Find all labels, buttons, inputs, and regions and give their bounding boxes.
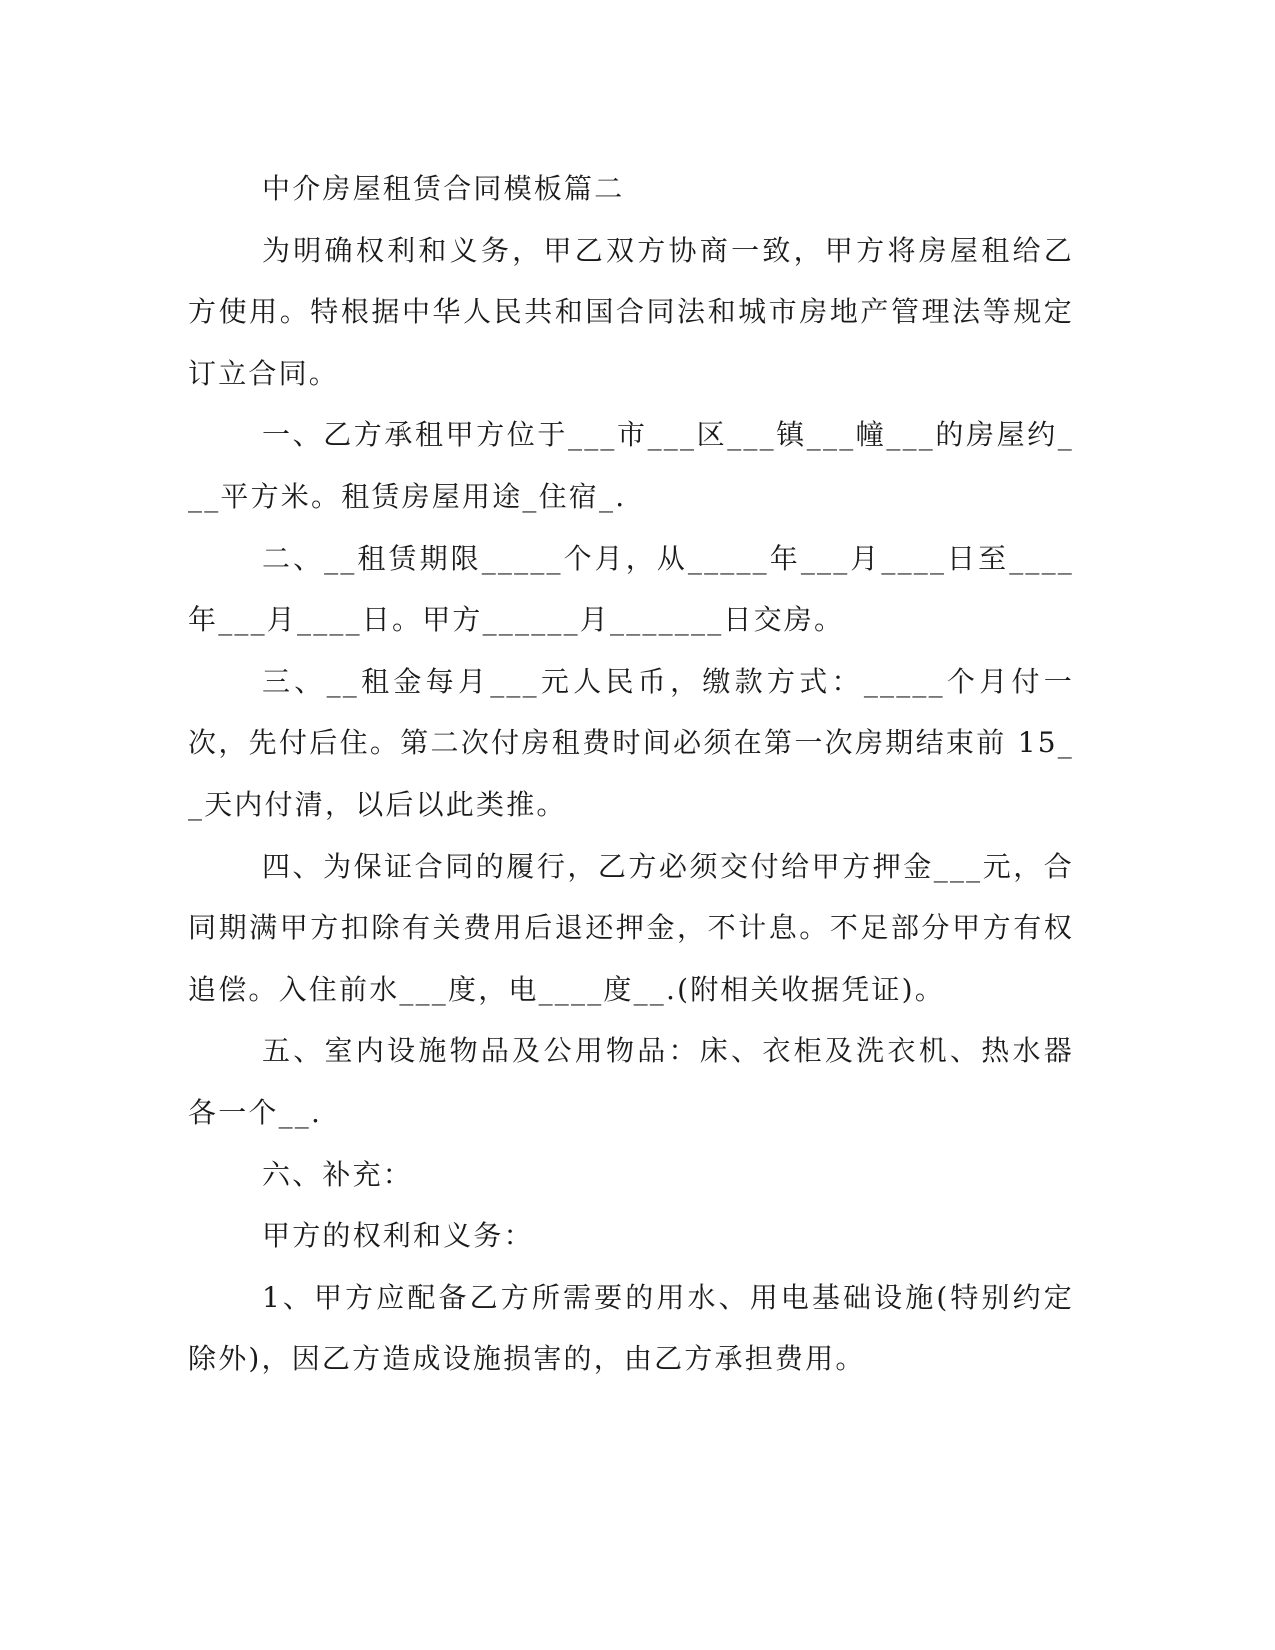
paragraph-party-a-item-1: 1、甲方应配备乙方所需要的用水、用电基础设施(特别约定除外)，因乙方造成设施损害的，由乙方承担费用。 [188, 1280, 1074, 1376]
paragraph-party-a-heading: 甲方的权利和义务： [262, 1219, 534, 1253]
paragraph-clause-4: 四、为保证合同的履行，乙方必须交付给甲方押金___元，合同期满甲方扣除有关费用后退还押金，不计息。不足部分甲方有权追偿。入住前水___度，电____度__.(附相关收据凭证)。 [188, 849, 1074, 1006]
paragraph-preamble: 为明确权利和义务，甲乙双方协商一致，甲方将房屋租给乙方使用。特根据中华人民共和国合同法和城市房地产管理法等规定订立合同。 [188, 233, 1074, 390]
paragraph-clause-1: 一、乙方承租甲方位于___市___区___镇___幢___的房屋约___平方米。租赁房屋用途_住宿_. [188, 418, 1074, 513]
paragraph-clause-5: 五、室内设施物品及公用物品：床、衣柜及洗衣机、热水器各一个__. [188, 1034, 1074, 1129]
document-title: 中介房屋租赁合同模板篇二 [262, 172, 625, 205]
paragraph-clause-3: 三、__租金每月___元人民币，缴款方式：_____个月付一次，先付后住。第二次付房租费时间必须在第一次房期结束前 15__天内付清，以后以此类推。 [188, 664, 1074, 821]
document-body [188, 158, 1074, 1390]
paragraph-clause-2: 二、__租赁期限_____个月，从_____年___月____日至____年___月____日。甲方______月_______日交房。 [188, 541, 1074, 637]
paragraph-clause-6: 六、补充： [262, 1157, 414, 1191]
